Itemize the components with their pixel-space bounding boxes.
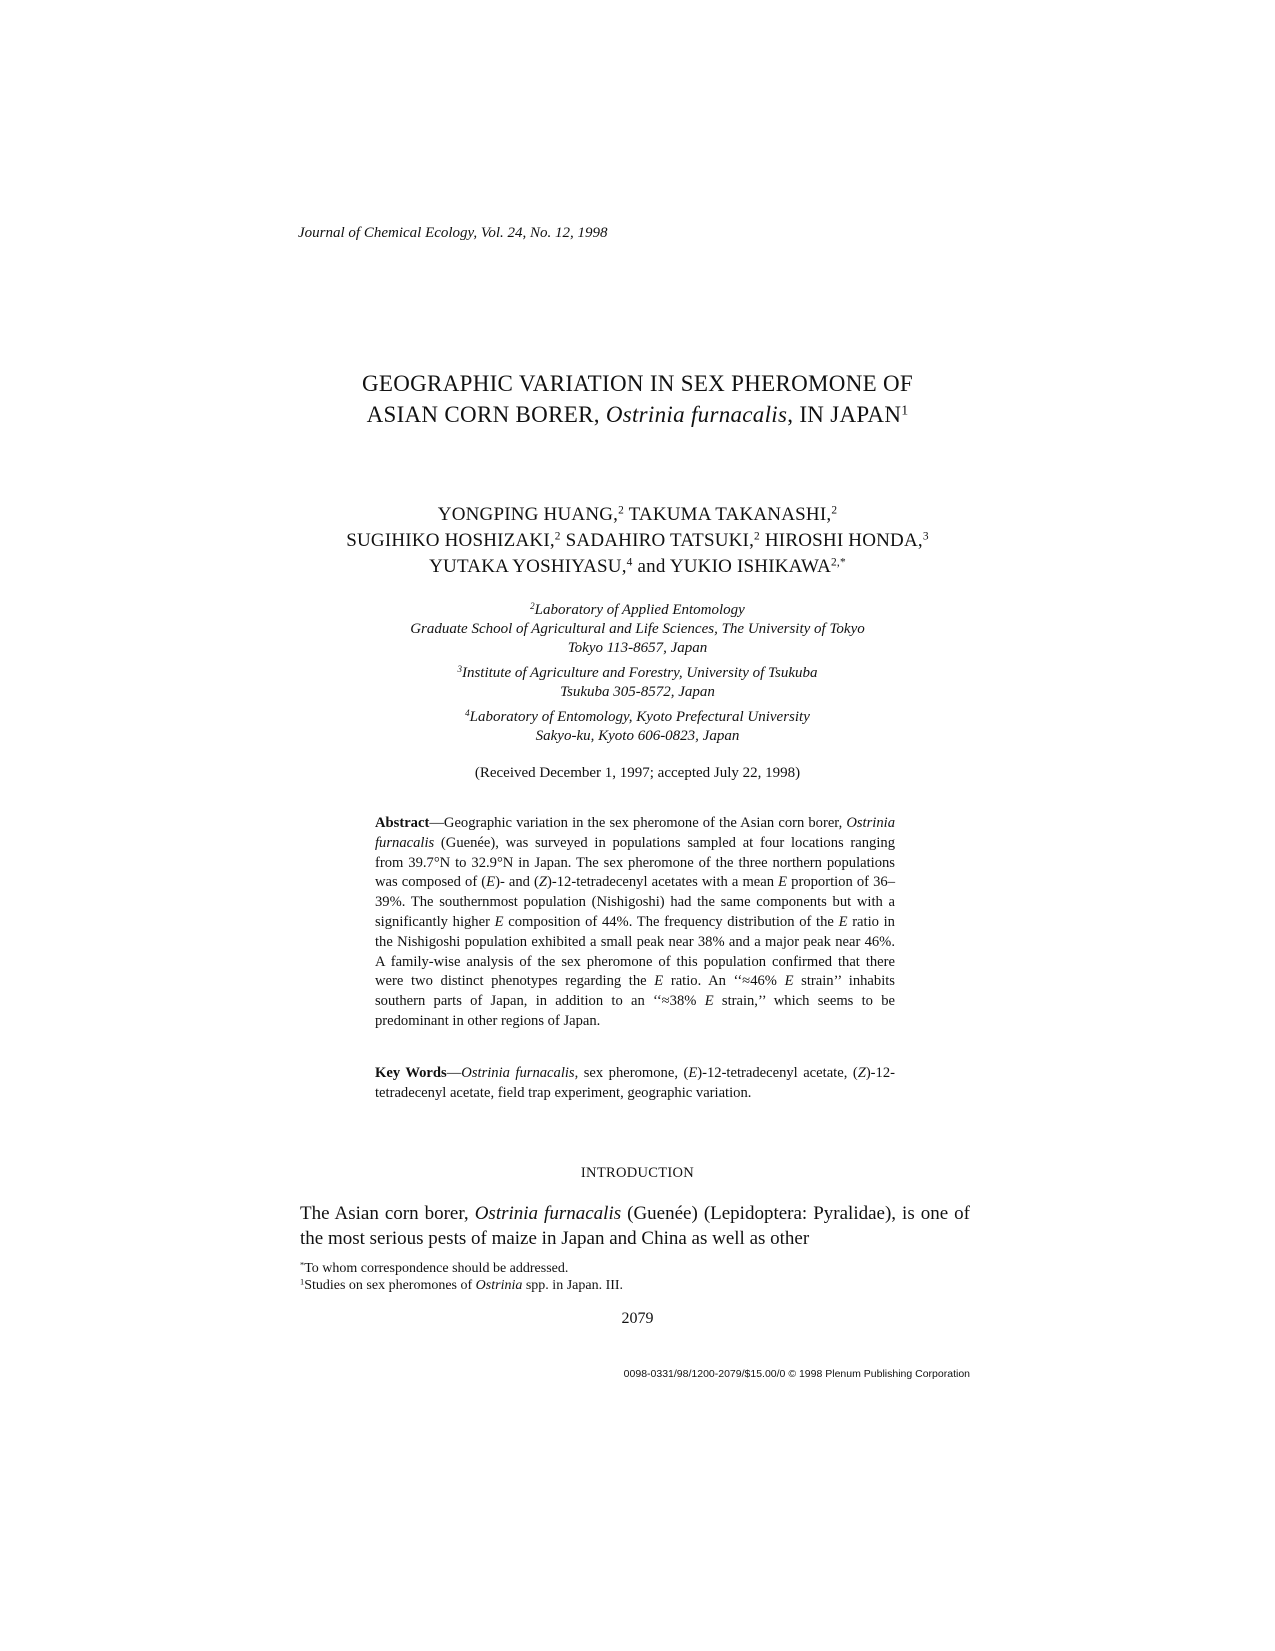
affiliation-line: $^3$Institute of Agriculture and Forestry, University of Tsukuba — [457, 664, 818, 681]
affiliations — [290, 601, 985, 746]
affiliation-line: Tokyo 113-8657, Japan — [567, 640, 708, 656]
affiliation-line: $^2$Laboratory of Applied Entomology — [530, 601, 745, 618]
abstract: Abstract—Geographic variation in the sex pheromone of the Asian corn borer, Ostrinia furnacalis (Guenée), was surveyed in populations sampled at four locations ranging from 39.7°N to 32.9°N in Japan. The sex pheromone of the three northern populations was composed of (E)- and (Z)-12-tetradecenyl acetates with a mean E proportion of 36–39%. The southernmost population (Nishigoshi) had the same components but with a significantly higher E composition of 44%. The frequency distribution of the E ratio in the Nishigoshi population exhibited a small peak near 38% and a major peak near 46%. A family-wise analysis of the sex pheromone of this population confirmed that there were two distinct phenotypes regarding the E ratio. An ‘‘≈46% E strain’’ inhabits southern parts of Japan, in addition to an ‘‘≈38% E strain,’’ which seems to be predominant in other regions of Japan. — [375, 815, 895, 1029]
title-line-1: GEOGRAPHIC VARIATION IN SEX PHEROMONE OF — [361, 371, 914, 396]
author-line-2: SUGIHIKO HOSHIZAKI,$^2$ SADAHIRO TATSUKI,$^2$ HIROSHI HONDA,$^3$ — [346, 530, 929, 551]
paper-title — [250, 368, 1025, 430]
affiliation-line: Tsukuba 305-8572, Japan — [560, 684, 715, 700]
author-line-1: YONGPING HUANG,$^2$ TAKUMA TAKANASHI,$^2$ — [437, 504, 838, 525]
author-line-3: YUTAKA YOSHIYASU,$^4$ and YUKIO $ISHIKAWA^{2,*}$ — [429, 556, 846, 577]
footnote: $^1$Studies on sex pheromones of Ostrinia spp. in Japan. III. — [300, 1277, 624, 1293]
author-list — [250, 502, 1025, 580]
section-heading: INTRODUCTION — [580, 1165, 695, 1181]
footnotes — [300, 1260, 970, 1294]
page-number: 2079 — [621, 1310, 654, 1327]
key-words: Key Words—Ostrinia furnacalis, sex pheromone, (E)-12-tetradecenyl acetate, (Z)-12-tetradecenyl acetate, field trap experiment, geographic variation. — [375, 1065, 895, 1101]
abstract-label: Abstract — [375, 815, 430, 831]
intro-paragraph: The Asian corn borer, Ostrinia furnacalis (Guenée) (Lepidoptera: Pyralidae), is one of the most serious pests of maize in Japan and China as well as other — [300, 1203, 971, 1249]
journal-header: Journal of Chemical Ecology, Vol. 24, No. 12, 1998 — [298, 225, 608, 241]
affiliation-line: Graduate School of Agricultural and Life Sciences, The University of Tokyo — [410, 621, 865, 637]
title-line-2: ASIAN CORN BORER, Ostrinia furnacalis, IN JAPAN$^1$ — [366, 402, 909, 427]
copyright-line: 0098-0331/98/1200-2079/$15.00/0 © 1998 Plenum Publishing Corporation — [623, 1368, 970, 1380]
affiliation-line: Sakyo-ku, Kyoto 606-0823, Japan — [535, 728, 740, 744]
footnote: *To whom correspondence should be addressed. — [300, 1260, 569, 1276]
affiliation-line: $^4$Laboratory of Entomology, Kyoto Prefectural University — [465, 708, 810, 725]
received-dates: (Received December 1, 1997; accepted July 22, 1998) — [474, 765, 801, 781]
title-species: Ostrinia furnacalis — [605, 402, 788, 427]
key-words-label: Key Words — [375, 1065, 447, 1081]
